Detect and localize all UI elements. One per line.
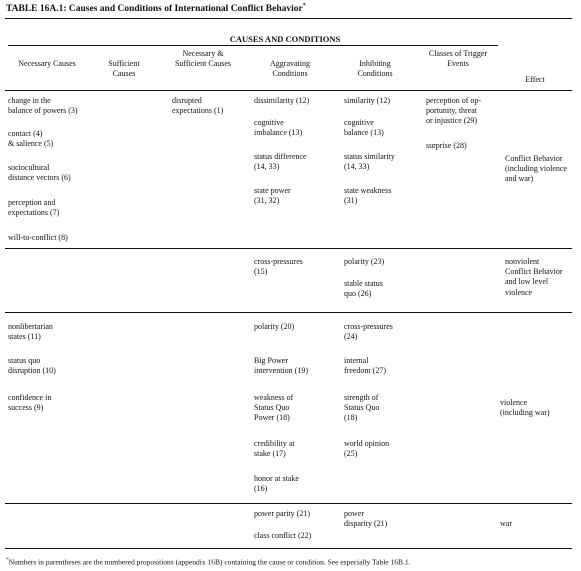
top-rule	[5, 18, 572, 19]
cell-text: contact (4) & salience (5)	[8, 129, 54, 149]
row-1-effect: Conflict Behavior (including violence and war)	[505, 154, 567, 184]
bottom-rule	[5, 548, 572, 549]
header-inhibiting-conditions: Inhibiting Conditions	[357, 59, 393, 78]
cell-text: power parity (21)	[254, 509, 310, 518]
cell-text: Big Power intervention (19)	[254, 356, 308, 376]
row-3-effect: violence (including war)	[500, 398, 550, 418]
footnote-marker: *	[6, 557, 9, 563]
cell-text: state weakness (31)	[344, 186, 392, 206]
table-title: TABLE 16A.1: Causes and Conditions of International Conflict Behavior*	[6, 3, 306, 15]
cell-text: internal freedom (27)	[344, 356, 386, 376]
row-divider-2	[5, 312, 572, 313]
row-2-effect: nonviolent Conflict Behavior and low level violence	[505, 257, 563, 297]
cell-text: credibility at stake (17)	[254, 439, 295, 459]
row-divider-3	[5, 503, 572, 504]
cell-text: status difference (14, 33)	[254, 152, 307, 172]
cell-text: state power (31, 32)	[254, 186, 291, 206]
cell-text: honor at stake (16)	[254, 474, 299, 494]
cell-text: sociocultural distance vectors (6)	[8, 163, 71, 183]
cell-text: change in the balance of powers (3)	[8, 96, 78, 116]
cell-text: polarity (23)	[344, 257, 385, 266]
row-4-effect: war	[500, 519, 512, 528]
header-group-label: CAUSES AND CONDITIONS	[229, 34, 341, 44]
header-bottom-rule	[5, 90, 572, 91]
group-underline	[8, 45, 498, 46]
row-divider-1	[5, 248, 572, 249]
cell-text: dissimilarity (12)	[254, 96, 310, 105]
cell-text: perception and expectations (7)	[8, 198, 60, 218]
title-footnote-marker: *	[302, 3, 306, 9]
row-2-aggravating: cross-pressures (15)	[254, 257, 303, 277]
cell-text: similarity (12)	[344, 96, 390, 105]
header-necessary-causes: Necessary Causes	[18, 59, 76, 68]
row-4-inhibiting: power disparity (21)	[344, 509, 388, 529]
cell-text: status similarity (14, 33)	[344, 152, 395, 172]
cell-text: cognitive imbalance (13)	[254, 118, 303, 138]
header-aggravating-conditions: Aggravating Conditions	[270, 59, 310, 78]
cell-text: cross-pressures (24)	[344, 322, 393, 342]
cell-text: polarity (20)	[254, 322, 295, 331]
row-1-nec-suff: disrupted expectations (1)	[172, 96, 224, 116]
footnote: *Numbers in parentheses are the numbered propositions (appendix 16B) containing the cause or condition. See especially Table 16B.1.	[6, 557, 411, 567]
cell-text: perception of op- portunity, threat or injustice (29)	[426, 96, 482, 126]
header-sufficient-causes: Sufficient Causes	[108, 59, 140, 78]
cell-text: world opinion (25)	[344, 439, 390, 459]
cell-text: class conflict (22)	[254, 531, 312, 540]
header-effect: Effect	[525, 75, 545, 84]
cell-text: strength of Status Quo (18)	[344, 393, 380, 423]
header-trigger-events: Classes of Trigger Events	[428, 49, 488, 68]
cell-text: weakness of Status Quo Power (18)	[254, 393, 294, 423]
cell-text: will-to-conflict (8)	[8, 233, 68, 242]
cell-text: surprise (28)	[426, 141, 467, 150]
cell-text: cognitive balance (13)	[344, 118, 384, 138]
cell-text: confidence in success (9)	[8, 393, 52, 413]
header-nec-suff-causes: Necessary & Sufficient Causes	[174, 49, 232, 68]
cell-text: stable status quo (26)	[344, 279, 383, 299]
cell-text: nonlibertarian states (11)	[8, 322, 53, 342]
cell-text: status quo disruption (10)	[8, 356, 56, 376]
